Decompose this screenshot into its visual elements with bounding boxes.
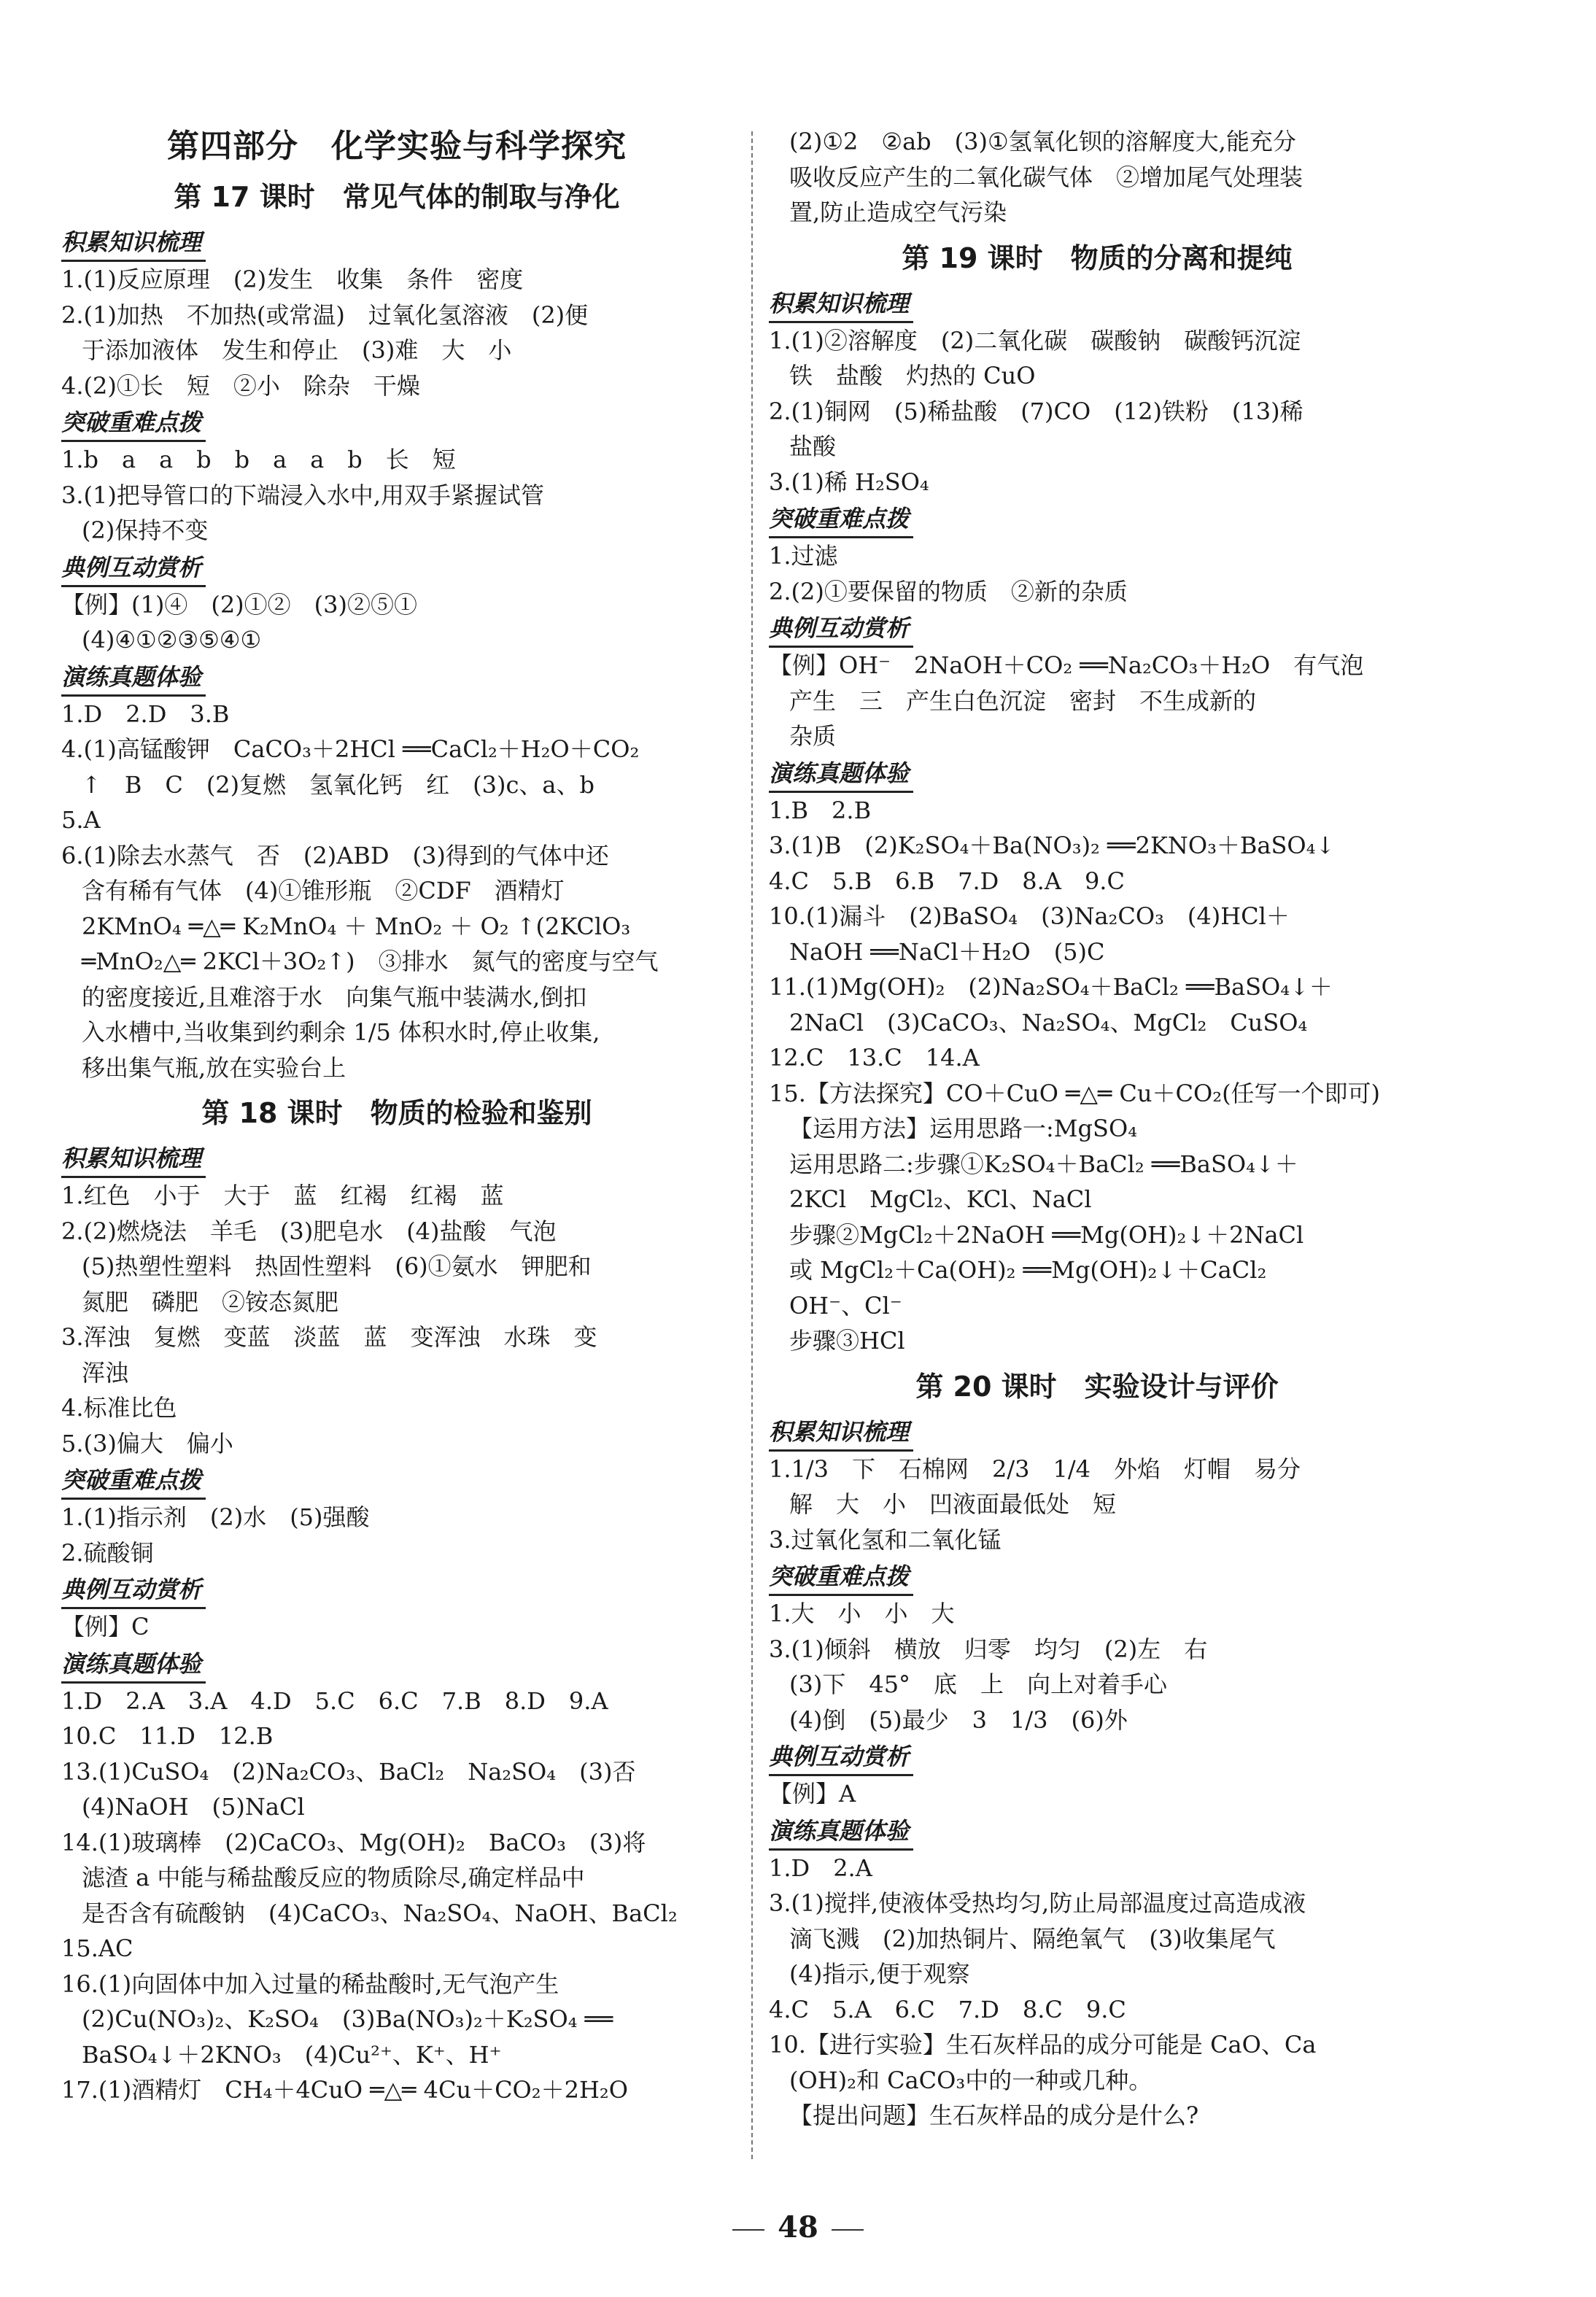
section-heading-row xyxy=(61,549,732,587)
answer-line: (2)①2 ②ab (3)①氢氧化钡的溶解度大,能充分 xyxy=(789,128,1296,155)
answer-line: 4.(1)高锰酸钾 CaCO₃＋2HCl ══CaCl₂＋H₂O＋CO₂ xyxy=(61,735,640,763)
answer-line: 【运用方法】运用思路一:MgSO₄ xyxy=(789,1115,1138,1142)
answer-line: (4)指示,便于观察 xyxy=(789,1960,970,1988)
section-heading: 典例互动赏析 xyxy=(769,611,913,648)
answer-line: 4.(2)①长 短 ②小 除杂 干燥 xyxy=(61,371,420,400)
answer-line: 杂质 xyxy=(789,722,837,750)
answer-line: 2.(2)①要保留的物质 ②新的杂质 xyxy=(769,577,1128,605)
answer-line: 6.(1)除去水蒸气 否 (2)ABD (3)得到的气体中还 xyxy=(61,841,609,869)
answer-line: 运用思路二:步骤①K₂SO₄＋BaCl₂ ══BaSO₄↓＋ xyxy=(789,1150,1298,1178)
answer-line: 4.C 5.B 6.B 7.D 8.A 9.C xyxy=(769,867,1125,895)
answer-line: 步骤③HCl xyxy=(789,1327,905,1355)
answer-line: 【例】C xyxy=(61,1613,150,1641)
answer-line: 2.(1)加热 不加热(或常温) 过氧化氢溶液 (2)便 xyxy=(61,301,589,329)
answer-line: 移出集气瓶,放在实验台上 xyxy=(82,1053,346,1082)
section-heading: 典例互动赏析 xyxy=(769,1739,913,1776)
column-divider xyxy=(751,131,753,2159)
section-heading: 突破重难点拨 xyxy=(61,1463,206,1500)
section-heading-row xyxy=(61,658,732,697)
answer-line: 1.B 2.B xyxy=(769,796,872,824)
section-heading: 积累知识梳理 xyxy=(769,286,913,323)
section-heading: 积累知识梳理 xyxy=(61,225,206,262)
answer-line: 10.(1)漏斗 (2)BaSO₄ (3)Na₂CO₃ (4)HCl＋ xyxy=(769,902,1290,930)
answer-line: 11.(1)Mg(OH)₂ (2)Na₂SO₄＋BaCl₂ ══BaSO₄↓＋ xyxy=(769,973,1333,1001)
answer-line: (4)倒 (5)最少 3 1/3 (6)外 xyxy=(789,1705,1128,1734)
section-heading-row xyxy=(61,1645,732,1684)
answer-line: 1.D 2.A xyxy=(769,1854,872,1882)
section-heading-row xyxy=(769,1413,1425,1452)
lesson-title: 第 18 课时 物质的检验和鉴别 xyxy=(201,1097,592,1129)
answer-line: 入水槽中,当收集到约剩余 1/5 体积水时,停止收集, xyxy=(82,1018,600,1046)
answer-line: 16.(1)向固体中加入过量的稀盐酸时,无气泡产生 xyxy=(61,1969,559,1998)
answer-line: 3.(1)把导管口的下端浸入水中,用双手紧握试管 xyxy=(61,481,545,509)
section-heading: 典例互动赏析 xyxy=(61,550,206,587)
right-column xyxy=(769,124,1425,2134)
answer-line: 2KCl MgCl₂、KCl、NaCl xyxy=(789,1185,1092,1213)
lesson-title: 第 20 课时 实验设计与评价 xyxy=(915,1370,1279,1403)
answer-line: OH⁻、Cl⁻ xyxy=(789,1291,902,1320)
answer-line: 1.(1)反应原理 (2)发生 收集 条件 密度 xyxy=(61,266,524,293)
left-column xyxy=(61,124,732,2108)
answer-line: 【提出问题】生石灰样品的成分是什么? xyxy=(789,2102,1199,2129)
answer-line: NaOH ══NaCl＋H₂O (5)C xyxy=(789,937,1105,966)
answer-line: 的密度接近,且难溶于水 向集气瓶中装满水,倒扣 xyxy=(82,983,587,1011)
section-heading-row xyxy=(769,609,1425,648)
answer-line: 置,防止造成空气污染 xyxy=(789,198,1007,226)
answer-line: 1.b a a b b a a b 长 短 xyxy=(61,446,456,473)
answer-line: 10.【进行实验】生石灰样品的成分可能是 CaO、Ca xyxy=(769,2031,1317,2058)
answer-line: 1.D 2.D 3.B xyxy=(61,700,230,728)
answer-line: 浑浊 xyxy=(82,1358,129,1387)
answer-line: 12.C 13.C 14.A xyxy=(769,1044,980,1072)
answer-line: 2.(2)燃烧法 羊毛 (3)肥皂水 (4)盐酸 气泡 xyxy=(61,1217,557,1245)
answer-line: 5.(3)偏大 偏小 xyxy=(61,1429,233,1457)
section-heading: 演练真题体验 xyxy=(61,659,206,697)
section-heading: 演练真题体验 xyxy=(769,1813,913,1851)
answer-line: (4)NaOH (5)NaCl xyxy=(82,1793,305,1821)
answer-line: 是否含有硫酸钠 (4)CaCO₃、Na₂SO₄、NaOH、BaCl₂ xyxy=(82,1899,678,1927)
section-heading-row xyxy=(769,1738,1425,1776)
answer-line: 1.1/3 下 石棉网 2/3 1/4 外焰 灯帽 易分 xyxy=(769,1454,1301,1483)
answer-line: 盐酸 xyxy=(789,433,837,460)
section-heading: 典例互动赏析 xyxy=(61,1572,206,1609)
page-number-text: 48 xyxy=(778,2210,818,2244)
answer-line: 3.过氧化氢和二氧化锰 xyxy=(769,1525,1002,1554)
section-heading-row xyxy=(61,223,732,262)
answer-line: 【例】A xyxy=(769,1780,856,1808)
page-number xyxy=(0,2210,1596,2244)
answer-line: 1.过滤 xyxy=(769,542,838,570)
answer-line: (2)Cu(NO₃)₂、K₂SO₄ (3)Ba(NO₃)₂＋K₂SO₄ ══ xyxy=(82,2005,613,2033)
section-heading-row xyxy=(61,403,732,442)
answer-line: 4.C 5.A 6.C 7.D 8.C 9.C xyxy=(769,1995,1126,2023)
section-heading-row xyxy=(769,284,1425,323)
answer-line: 解 大 小 凹液面最低处 短 xyxy=(789,1490,1117,1518)
answer-line: ↑ B C (2)复燃 氢氧化钙 红 (3)c、a、b xyxy=(82,770,594,799)
page-number-dash-left xyxy=(732,2229,764,2231)
answer-line: 产生 三 产生白色沉淀 密封 不生成新的 xyxy=(789,686,1257,715)
answer-line: 吸收反应产生的二氧化碳气体 ②增加尾气处理装 xyxy=(789,163,1303,191)
answer-line: BaSO₄↓＋2KNO₃ (4)Cu²⁺、K⁺、H⁺ xyxy=(82,2040,502,2069)
answer-line: 步骤②MgCl₂＋2NaOH ══Mg(OH)₂↓＋2NaCl xyxy=(789,1220,1304,1249)
answer-line: 铁 盐酸 灼热的 CuO xyxy=(789,362,1036,390)
section-heading: 积累知识梳理 xyxy=(61,1141,206,1178)
section-heading: 演练真题体验 xyxy=(769,756,913,793)
answer-line: 3.(1)稀 H₂SO₄ xyxy=(769,468,929,496)
answer-line: 5.A xyxy=(61,806,101,834)
answer-line: 于添加液体 发生和停止 (3)难 大 小 xyxy=(82,336,512,364)
answer-line: 【例】(1)④ (2)①② (3)②⑤① xyxy=(61,590,417,619)
answer-line: 1.(1)②溶解度 (2)二氧化碳 碳酸钠 碳酸钙沉淀 xyxy=(769,326,1301,355)
answer-line: 【例】OH⁻ 2NaOH＋CO₂ ══Na₂CO₃＋H₂O 有气泡 xyxy=(769,651,1364,679)
answer-line: 15.【方法探究】CO＋CuO ═△═ Cu＋CO₂(任写一个即可) xyxy=(769,1079,1381,1107)
answer-line: (3)下 45° 底 上 向上对着手心 xyxy=(789,1670,1168,1698)
answer-line: 10.C 11.D 12.B xyxy=(61,1722,274,1750)
page-number-dash-right xyxy=(832,2229,864,2231)
lesson-title: 第 19 课时 物质的分离和提纯 xyxy=(902,241,1293,274)
answer-line: 1.红色 小于 大于 蓝 红褐 红褐 蓝 xyxy=(61,1182,504,1209)
answer-line: 3.(1)倾斜 横放 归零 均匀 (2)左 右 xyxy=(769,1635,1208,1663)
lesson-title: 第 17 课时 常见气体的制取与净化 xyxy=(174,181,620,213)
answer-line: 2KMnO₄ ═△═ K₂MnO₄ ＋ MnO₂ ＋ O₂ ↑(2KClO₃ xyxy=(82,912,631,940)
section-heading: 突破重难点拨 xyxy=(61,405,206,442)
answer-line: 2NaCl (3)CaCO₃、Na₂SO₄、MgCl₂ CuSO₄ xyxy=(789,1008,1308,1037)
answer-line: 氮肥 磷肥 ②铵态氮肥 xyxy=(82,1287,339,1316)
answer-line: 17.(1)酒精灯 CH₄＋4CuO ═△═ 4Cu＋CO₂＋2H₂O xyxy=(61,2076,628,2104)
answer-line: 含有稀有气体 (4)①锥形瓶 ②CDF 酒精灯 xyxy=(82,877,565,905)
answer-line: 1.D 2.A 3.A 4.D 5.C 6.C 7.B 8.D 9.A xyxy=(61,1686,608,1715)
section-heading: 积累知识梳理 xyxy=(769,1414,913,1452)
answer-line: (2)保持不变 xyxy=(82,516,209,544)
answer-line: 4.标准比色 xyxy=(61,1394,177,1422)
section-heading-row xyxy=(769,1812,1425,1851)
section-heading-row xyxy=(769,1557,1425,1596)
section-heading-row xyxy=(769,500,1425,538)
answer-line: 或 MgCl₂＋Ca(OH)₂ ══Mg(OH)₂↓＋CaCl₂ xyxy=(789,1256,1267,1284)
answer-line: 2.(1)铜网 (5)稀盐酸 (7)CO (12)铁粉 (13)稀 xyxy=(769,397,1303,425)
part-title: 第四部分 化学实验与科学探究 xyxy=(167,128,627,165)
answer-line: 1.(1)指示剂 (2)水 (5)强酸 xyxy=(61,1503,370,1531)
answer-line: (OH)₂和 CaCO₃中的一种或几种。 xyxy=(789,2066,1153,2094)
section-heading-row xyxy=(61,1461,732,1500)
section-heading: 突破重难点拨 xyxy=(769,1559,913,1596)
answer-line: 滴飞溅 (2)加热铜片、隔绝氧气 (3)收集尾气 xyxy=(789,1924,1276,1953)
answer-line: (4)④①②③⑤④① xyxy=(82,626,262,654)
answer-line: (5)热塑性塑料 热固性塑料 (6)①氨水 钾肥和 xyxy=(82,1252,592,1280)
answer-line: 3.浑浊 复燃 变蓝 淡蓝 蓝 变浑浊 水珠 变 xyxy=(61,1323,597,1351)
section-heading: 突破重难点拨 xyxy=(769,501,913,538)
answer-line: 滤渣 a 中能与稀盐酸反应的物质除尽,确定样品中 xyxy=(82,1864,585,1891)
section-heading-row xyxy=(769,754,1425,793)
answer-line: 14.(1)玻璃棒 (2)CaCO₃、Mg(OH)₂ BaCO₃ (3)将 xyxy=(61,1828,646,1856)
answer-line: 2.硫酸铜 xyxy=(61,1538,154,1567)
section-heading-row xyxy=(61,1570,732,1609)
section-heading-row xyxy=(61,1139,732,1178)
answer-line: 13.(1)CuSO₄ (2)Na₂CO₃、BaCl₂ Na₂SO₄ (3)否 xyxy=(61,1757,636,1786)
answer-line: 3.(1)搅拌,使液体受热均匀,防止局部温度过高造成液 xyxy=(769,1889,1306,1917)
answer-line: 1.大 小 小 大 xyxy=(769,1600,955,1627)
section-heading: 演练真题体验 xyxy=(61,1646,206,1684)
answer-line: 15.AC xyxy=(61,1934,133,1962)
answer-line: 3.(1)B (2)K₂SO₄＋Ba(NO₃)₂ ══2KNO₃＋BaSO₄↓ xyxy=(769,832,1336,859)
answer-line: ═MnO₂△═ 2KCl＋3O₂↑) ③排水 氮气的密度与空气 xyxy=(82,948,659,975)
